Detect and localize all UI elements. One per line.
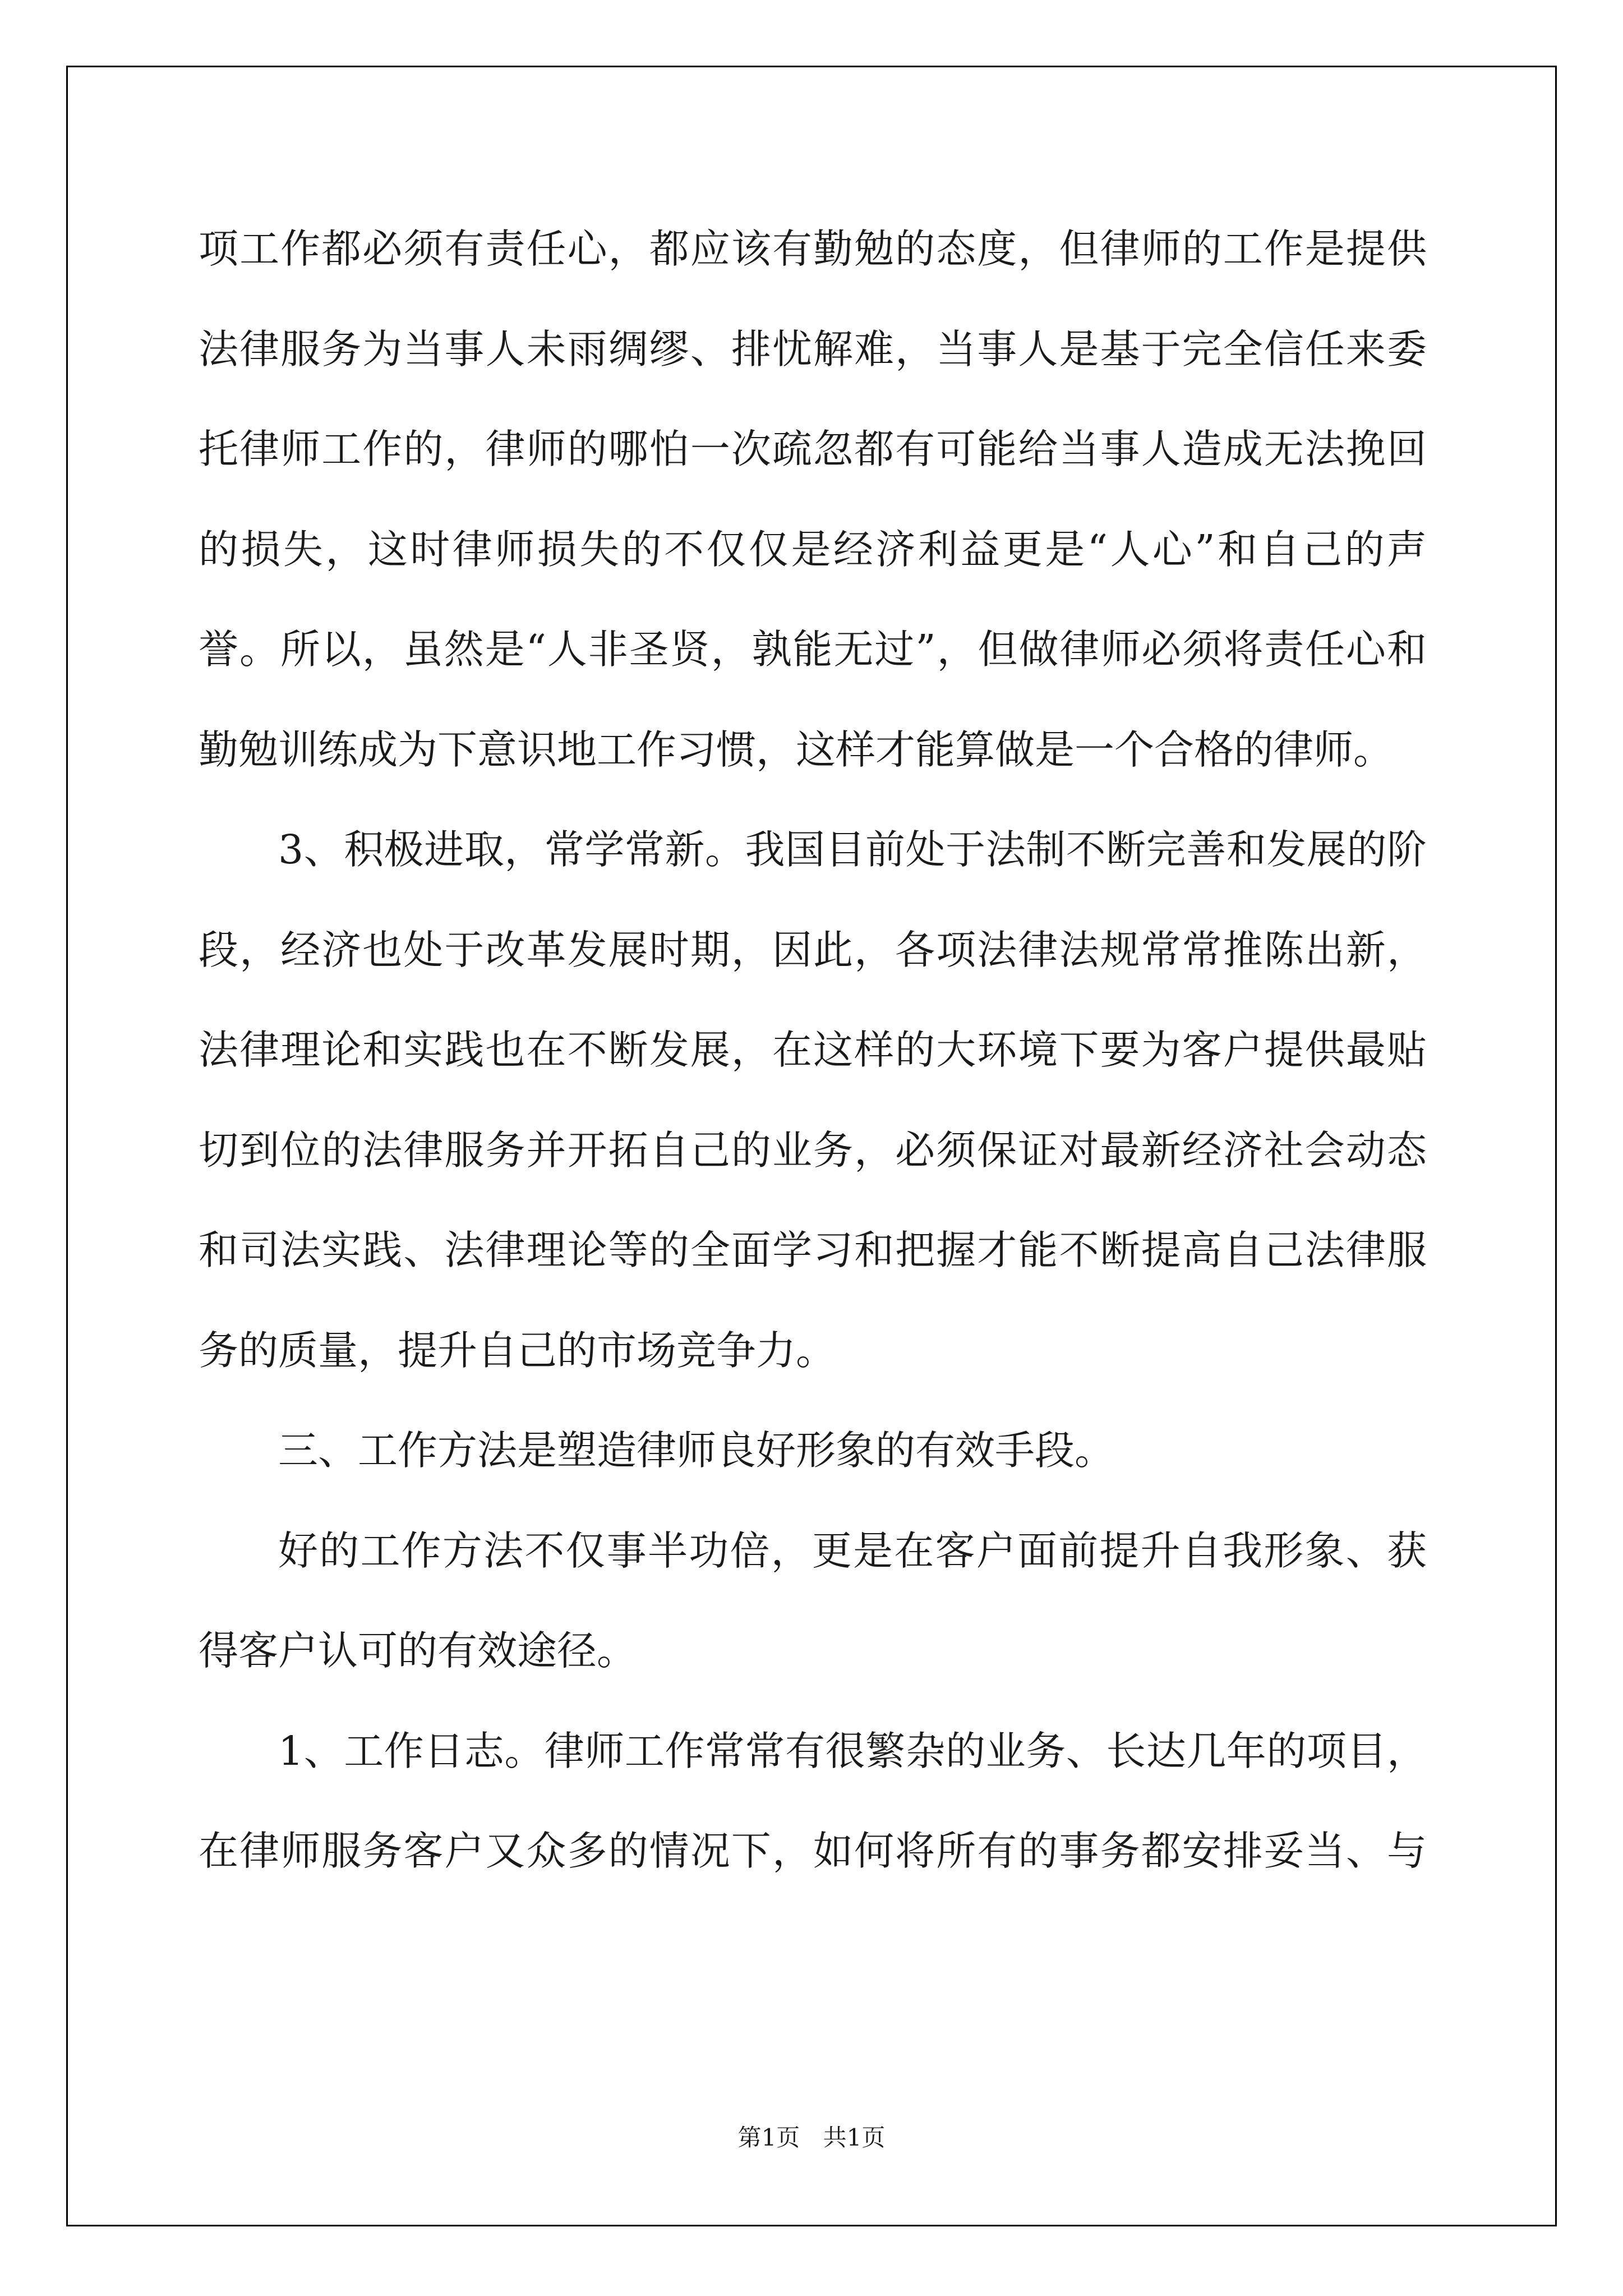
text-line: 和司法实践、法律理论等的全面学习和把握才能不断提高自己法律服 — [199, 1227, 1427, 1273]
page-number-total: 共1页 — [823, 2124, 886, 2151]
text-line: 1、工作日志。律师工作常常有很繁杂的业务、长达几年的项目， — [278, 1727, 1427, 1774]
text-line: 誉。所以，虽然是“人非圣贤，孰能无过”，但做律师必须将责任心和 — [199, 626, 1427, 673]
text-line: 好的工作方法不仅事半功倍，更是在客户面前提升自我形象、获 — [278, 1527, 1427, 1574]
page-number-current: 第1页 — [737, 2124, 800, 2151]
text-line: 法律理论和实践也在不断发展，在这样的大环境下要为客户提供最贴 — [199, 1027, 1427, 1073]
document-body — [199, 199, 1427, 1902]
text-line: 三、工作方法是塑造律师良好形象的有效手段。 — [278, 1427, 1115, 1474]
text-line: 务的质量，提升自己的市场竞争力。 — [199, 1327, 836, 1374]
text-line: 切到位的法律服务并开拓自己的业务，必须保证对最新经济社会动态 — [199, 1126, 1427, 1174]
text-line: 的损失，这时律师损失的不仅仅是经济利益更是“人心”和自己的声 — [199, 526, 1427, 573]
text-line: 段，经济也处于改革发展时期，因此，各项法律法规常常推陈出新， — [199, 926, 1427, 973]
text-line: 法律服务为当事人未雨绸缪、排忧解难，当事人是基于完全信任来委 — [199, 325, 1427, 372]
text-line: 得客户认可的有效途径。 — [199, 1627, 637, 1674]
text-line: 托律师工作的，律师的哪怕一次疏忽都有可能给当事人造成无法挽回 — [199, 426, 1427, 472]
text-line: 勤勉训练成为下意识地工作习惯，这样才能算做是一个合格的律师。 — [199, 726, 1394, 773]
text-line: 在律师服务客户又众多的情况下，如何将所有的事务都安排妥当、与 — [199, 1828, 1427, 1874]
text-line: 3、积极进取，常学常新。我国目前处于法制不断完善和发展的阶 — [278, 826, 1427, 873]
page-footer — [0, 2119, 1623, 2153]
text-line: 项工作都必须有责任心，都应该有勤勉的态度，但律师的工作是提供 — [199, 226, 1427, 272]
